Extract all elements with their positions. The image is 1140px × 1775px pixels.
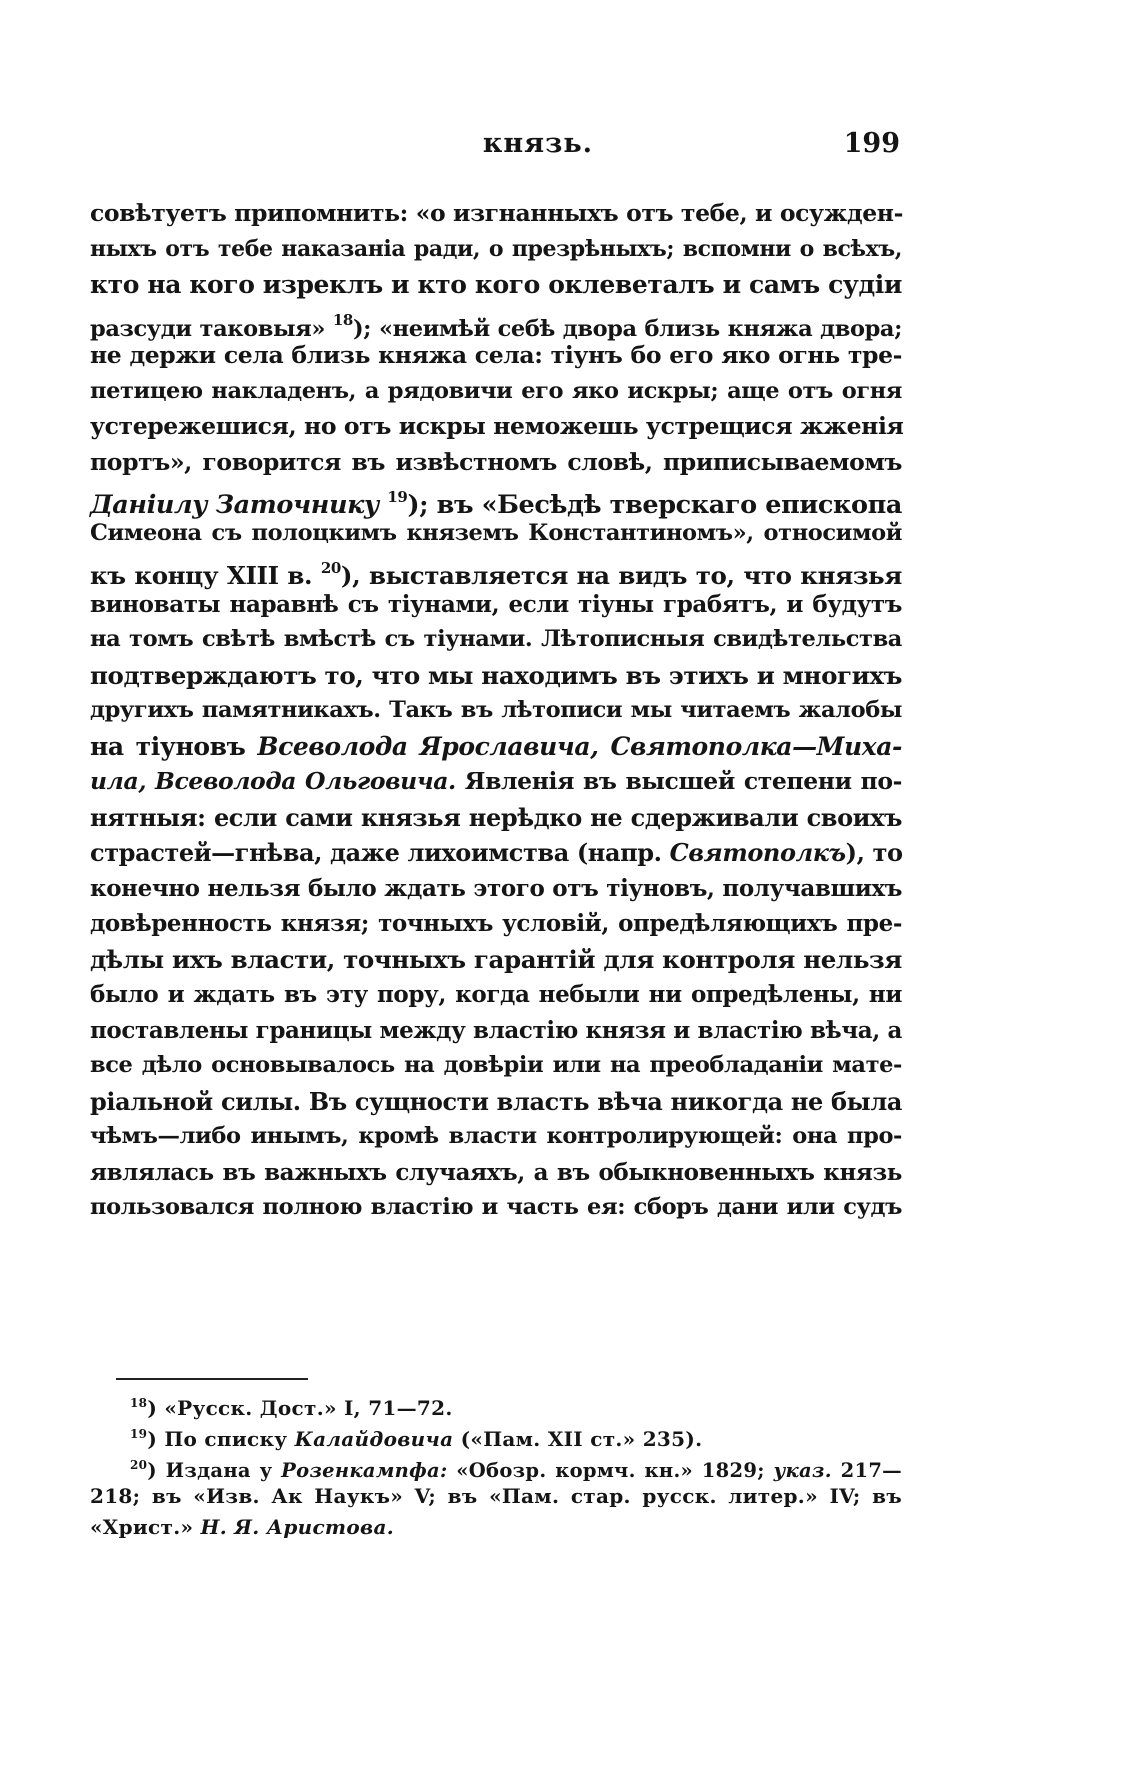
- text-line: другихъ памятникахъ. Такъ въ лѣтописи мы читаемъ жалобы: [90, 697, 902, 723]
- footnote-text: ) По списку: [147, 1427, 288, 1451]
- italic-name: Святополкъ: [669, 838, 846, 867]
- footnote-number: 19: [130, 1427, 148, 1441]
- footnote-20-continued: 218; въ «Изв. Ак Наукъ» V; въ «Пам. стар. русск. литер.» IV; въ: [90, 1484, 902, 1508]
- text-line: пользовался полною властiю и часть ея: сборъ дани или судъ: [90, 1194, 902, 1220]
- footnote-author: Розенкампфа:: [281, 1459, 448, 1482]
- italic-names: Всеволода Ярославича, Святополка—Миха-: [257, 731, 902, 761]
- text-line: [90, 551, 902, 590]
- footnotes: [90, 1388, 902, 1543]
- text-run: ), то: [845, 838, 903, 867]
- text-line: устережешися, но отъ искры неможешь устрещися жженiя: [90, 412, 904, 440]
- footnote-text: 217—: [840, 1459, 902, 1482]
- text-run: Явленiя въ высшей степени по-: [464, 767, 902, 795]
- text-line: довѣренность князя; точныхъ условiй, опредѣляющихъ пре-: [90, 910, 902, 937]
- text-line: [90, 480, 903, 520]
- text-line: являлась въ важныхъ случаяхъ, а въ обыкновенныхъ князь: [90, 1158, 902, 1186]
- footnote-20-end: [90, 1512, 902, 1543]
- text-line: кто на кого изреклъ и кто кого оклеветалъ и самъ судiи: [90, 270, 902, 299]
- body-text: [90, 196, 902, 1226]
- text-run: ), выставляется на видъ то, что князья: [340, 561, 902, 590]
- text-line: на томъ свѣтѣ вмѣстѣ съ тiунами. Лѣтописныя свидѣтельства: [90, 626, 902, 652]
- text-line: конечно нельзя было ждать этого отъ тiуновъ, получавшихъ: [90, 874, 902, 902]
- text-line: [90, 303, 902, 342]
- text-run: страстей—гнѣва, даже лихоимства (напр.: [90, 838, 662, 867]
- text-line: подтверждаютъ то, что мы находимъ въ этихъ и многихъ: [90, 660, 902, 690]
- footnote-divider: [116, 1378, 308, 1380]
- text-line: поставлены границы между властiю князя и властiю вѣча, а: [90, 1016, 902, 1044]
- text-line: совѣтуетъ припомнить: «о изгнанныхъ отъ тебе, и осужден-: [90, 199, 903, 227]
- text-line: [90, 729, 902, 765]
- text-run: разсуди таковыя»: [90, 315, 325, 342]
- footnote-18: [90, 1388, 902, 1419]
- footnote-20: [90, 1450, 902, 1481]
- text-line: виноваты наравнѣ съ тiунами, если тiуны грабятъ, и будутъ: [90, 590, 902, 618]
- footnote-author: Н. Я. Аристова.: [200, 1515, 394, 1539]
- footnote-ref-20[interactable]: 20: [320, 559, 341, 577]
- italic-name: Даніилу Заточнику: [90, 490, 379, 520]
- footnote-text: «Обозр. кормч. кн.» 1829;: [456, 1459, 765, 1482]
- footnote-19: [90, 1419, 902, 1450]
- page-header: [0, 128, 1140, 168]
- text-line: было и ждать въ эту пору, когда небыли ни опредѣлены, ни: [90, 981, 902, 1008]
- text-line: петицею накладенъ, а рядовичи его яко искры; аще отъ огня: [90, 377, 902, 404]
- footnote-text: «Христ.»: [90, 1515, 194, 1539]
- footnote-italic: указ.: [773, 1459, 832, 1482]
- running-head: князь.: [482, 128, 594, 159]
- text-line: [90, 835, 902, 871]
- footnote-number: 20: [130, 1458, 148, 1472]
- text-line: все дѣло основывалось на довѣрiи или на преобладанiи мате-: [90, 1052, 902, 1078]
- text-line: нятныя: если сами князья нерѣдко не сдерживали своихъ: [90, 802, 902, 832]
- text-run: ); «неимѣй себѣ двора близь княжа двора;: [352, 315, 902, 342]
- text-line: [90, 764, 902, 800]
- footnote-text: ) «Русск. Дост.» I, 71—72.: [147, 1396, 453, 1420]
- footnote-author: Калайдовича: [294, 1427, 454, 1451]
- italic-names: ила, Всеволода Ольговича.: [90, 767, 456, 795]
- footnote-number: 18: [130, 1396, 148, 1410]
- text-line: портъ», говорится въ извѣстномъ словѣ, приписываемомъ: [90, 447, 902, 476]
- text-line: дѣлы ихъ власти, точныхъ гарантiй для контроля нельзя: [90, 944, 902, 974]
- footnote-ref-19[interactable]: 19: [387, 488, 408, 506]
- page-number: 199: [843, 128, 900, 159]
- footnote-ref-18[interactable]: 18: [332, 310, 353, 329]
- text-line: ныхъ отъ тебе наказанiа ради, о презрѣныхъ; вспомни о всѣхъ,: [90, 235, 902, 262]
- footnote-text: («Пам. XII ст.» 235).: [460, 1427, 703, 1451]
- text-run: на тiуновъ: [90, 731, 246, 761]
- text-line: рiальной силы. Въ сущности власть вѣча никогда не была: [90, 1086, 902, 1116]
- text-line: не держи села близь княжа села: тiунъ бо его яко огнь тре-: [90, 341, 902, 369]
- text-run: ); въ «Бесѣдѣ тверскаго епископа: [407, 490, 903, 520]
- text-run: къ концу XIII в.: [90, 561, 313, 590]
- footnote-text: ) Издана у: [147, 1459, 273, 1482]
- text-line: Симеона съ полоцкимъ княземъ Константиномъ», относимой: [90, 519, 902, 546]
- text-line: чѣмъ—либо инымъ, кромѣ власти контролирующей: она про-: [90, 1123, 902, 1149]
